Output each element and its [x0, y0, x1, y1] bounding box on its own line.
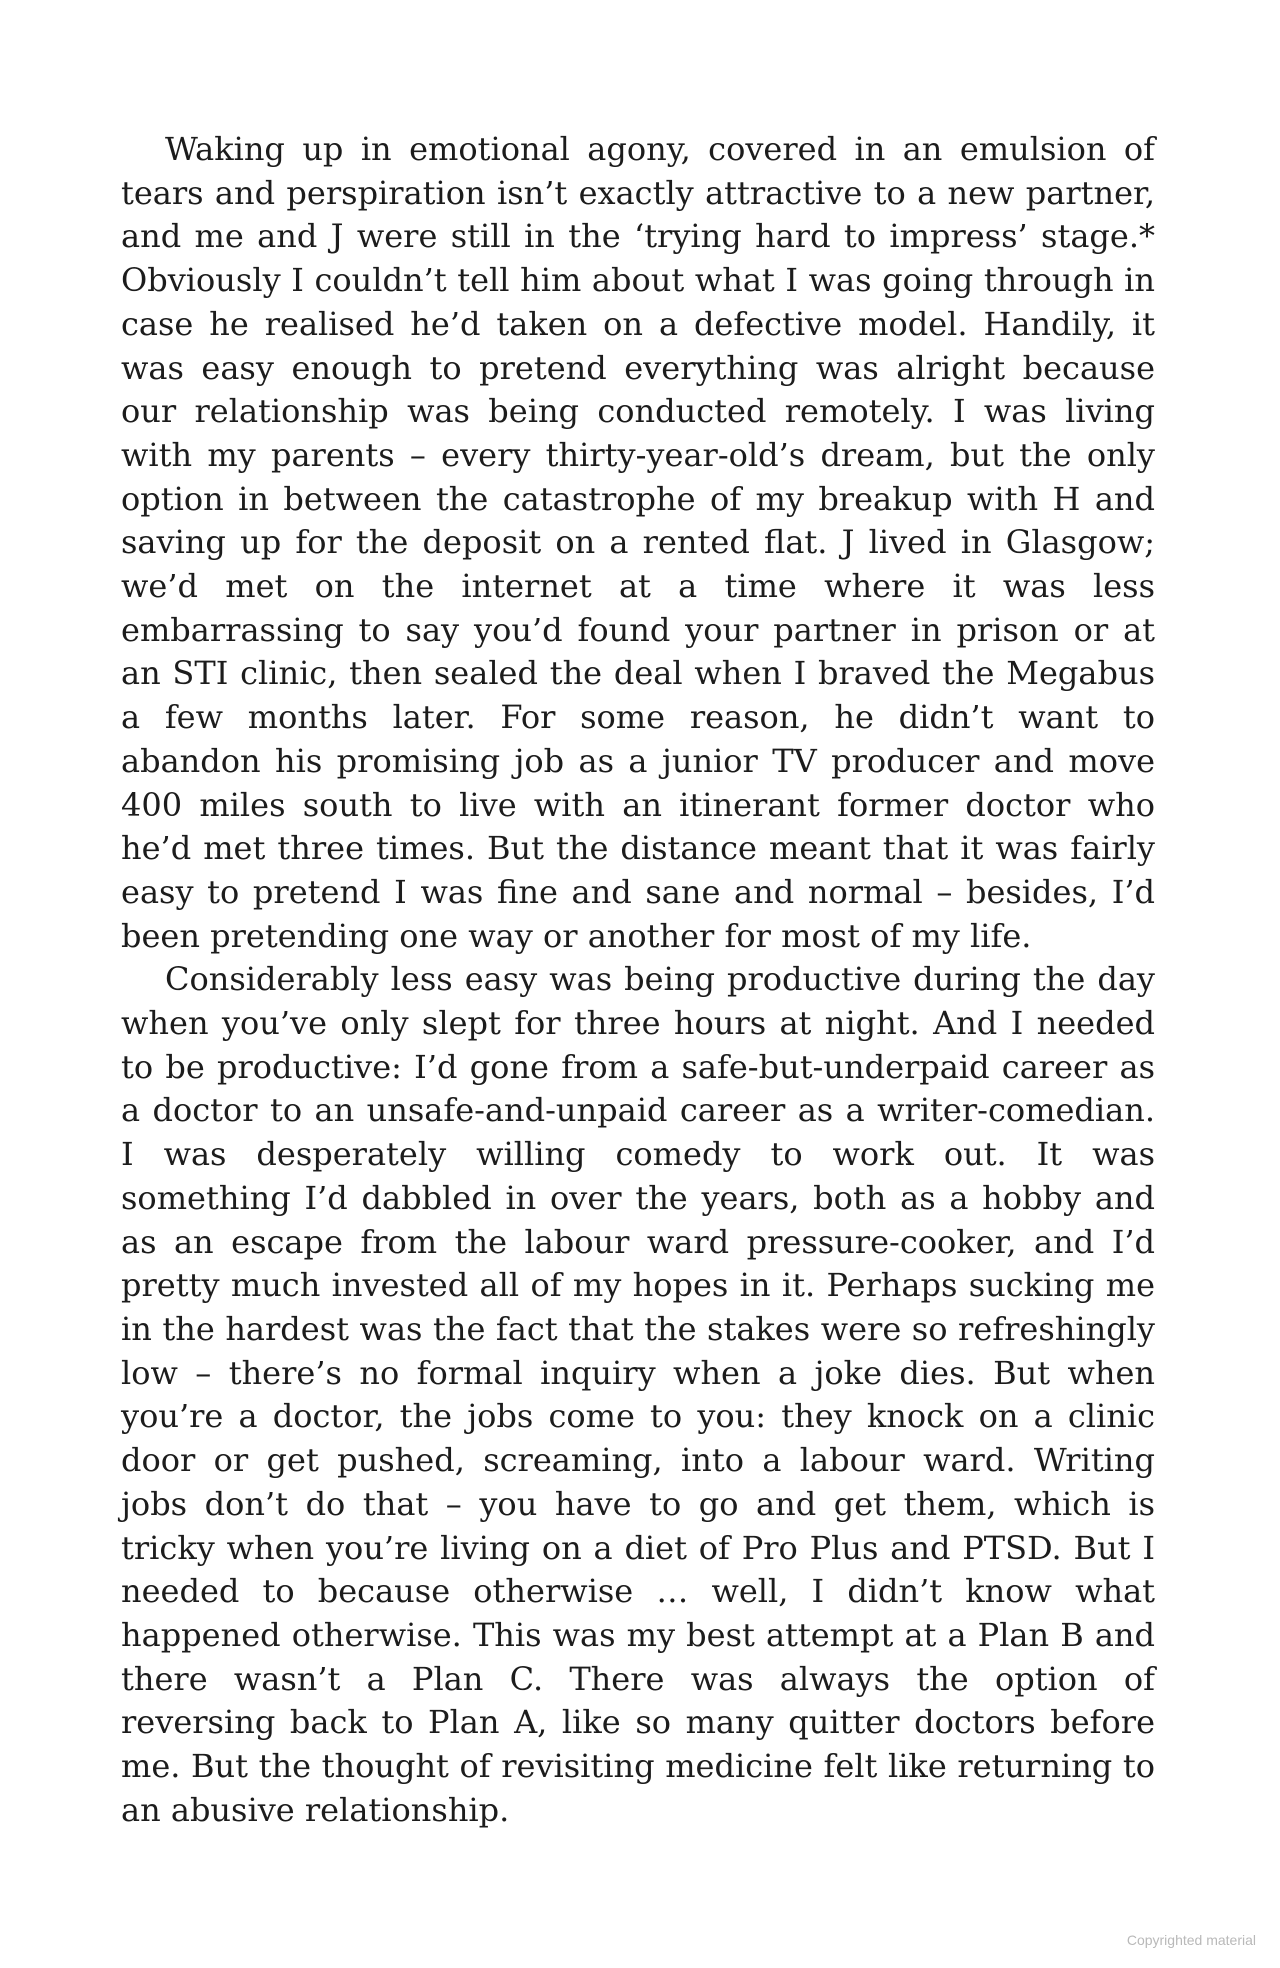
- paragraph: Considerably less easy was being productive during the day when you’ve only slept for three hours at night. And I needed to be productive: I’d gone from a safe-but-underpaid career as a doctor to an unsafe-and-unpaid career as a writer-comedian. I was desperately willing comedy to work out. It was something I’d dabbled in over the years, both as a hobby and as an escape from the labour ward pressure-cooker, and I’d pretty much invested all of my hopes in it. Perhaps sucking me in the hardest was the fact that the stakes were so refreshingly low – there’s no formal inquiry when a joke dies. But when you’re a doctor, the jobs come to you: they knock on a clinic door or get pushed, screaming, into a labour ward. Writing jobs don’t do that – you have to go and get them, which is tricky when you’re living on a diet of Pro Plus and PTSD. But I needed to because otherwise … well, I didn’t know what happened otherwise. This was my best attempt at a Plan B and there wasn’t a Plan C. There was always the option of reversing back to Plan A, like so many quitter doctors before me. But the thought of revisiting medicine felt like returning to an abusive relationship.: [121, 960, 1155, 1829]
- body-text: [121, 128, 1155, 1832]
- paragraph: Waking up in emotional agony, covered in an emulsion of tears and perspiration isn’t exactly attractive to a new partner, and me and J were still in the ‘trying hard to impress’ stage.* Obviously I couldn’t tell him about what I was going through in case he realised he’d taken on a defective model. Handily, it was easy enough to pretend everything was alright because our relationship was being conducted remotely. I was living with my parents – every thirty-year-old’s dream, but the only option in between the catastrophe of my breakup with H and saving up for the deposit on a rented flat. J lived in Glasgow; we’d met on the internet at a time where it was less embarrassing to say you’d found your partner in prison or at an STI clinic, then sealed the deal when I braved the Megabus a few months later. For some reason, he didn’t want to abandon his promising job as a junior TV producer and move 400 miles south to live with an itinerant former doctor who he’d met three times. But the distance meant that it was fairly easy to pretend I was fine and sane and normal – besides, I’d been pretending one way or another for most of my life.: [121, 130, 1155, 955]
- copyright-watermark: Copyrighted material: [1126, 1932, 1256, 1948]
